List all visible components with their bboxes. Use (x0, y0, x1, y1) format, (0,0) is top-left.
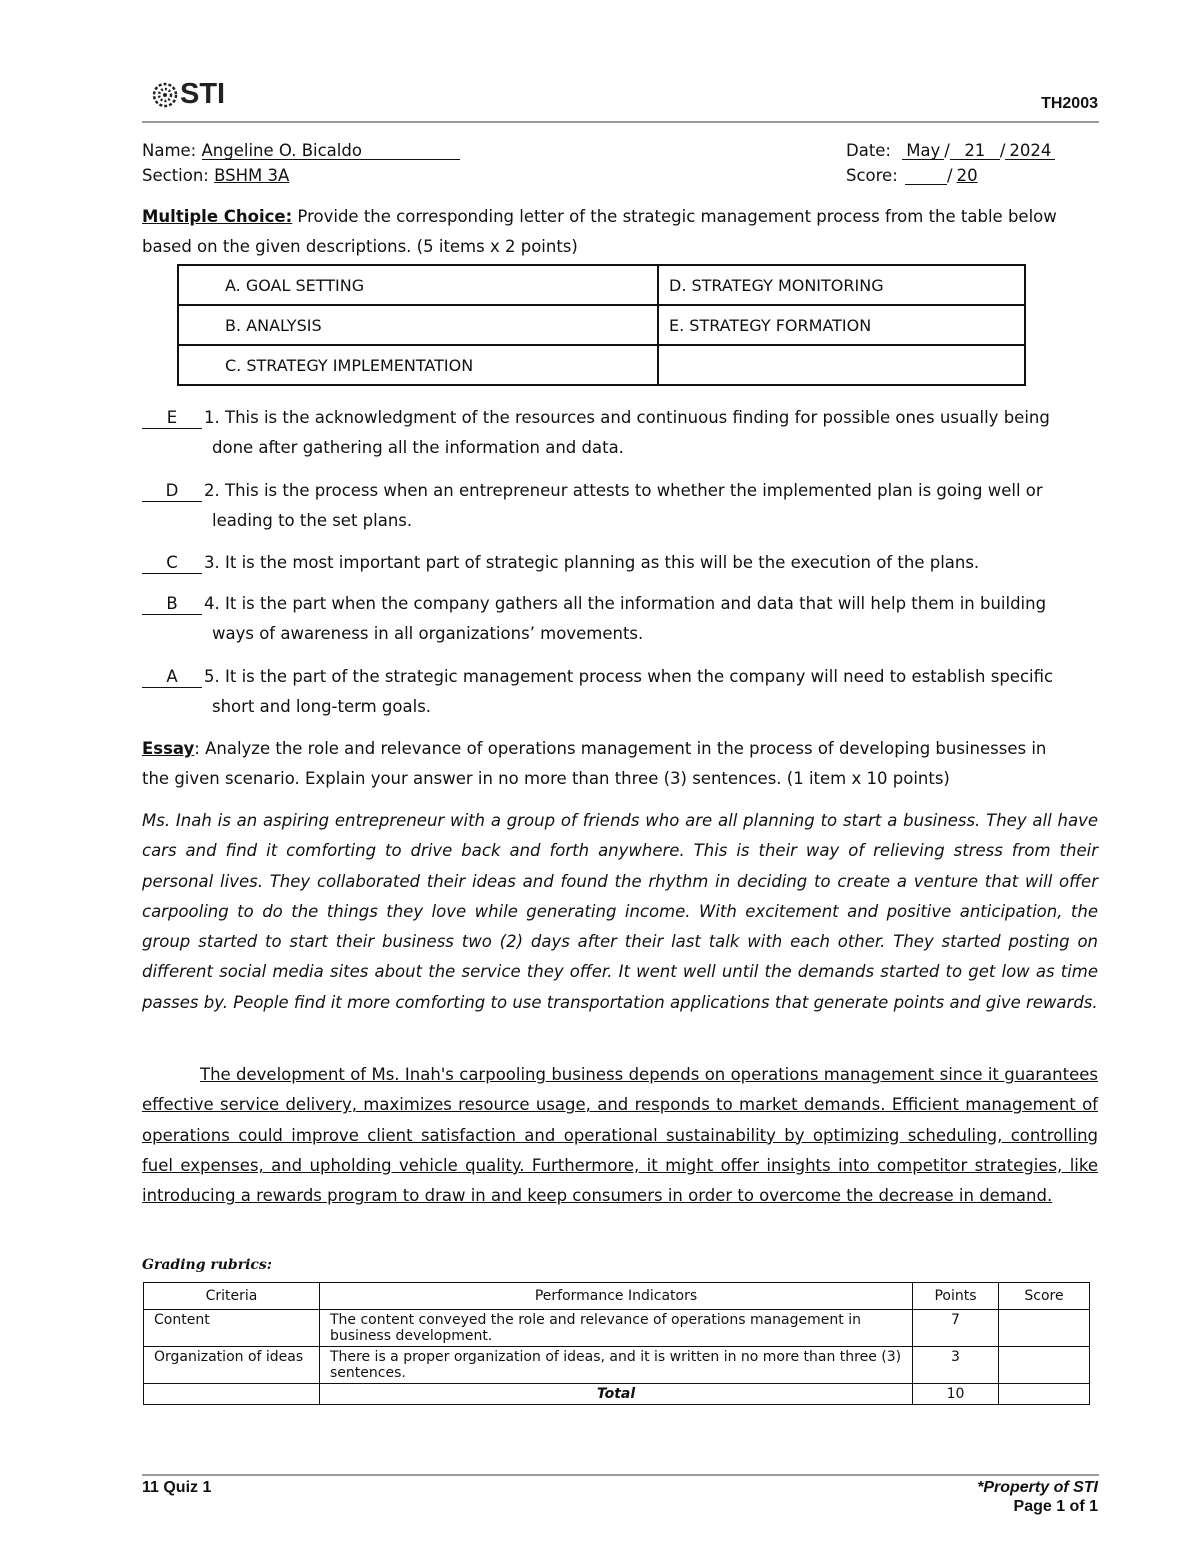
header-divider (142, 121, 1099, 123)
answer-4: B (142, 594, 202, 615)
option-b: B. ANALYSIS (178, 305, 658, 345)
globe-icon (152, 82, 178, 108)
score-label: Score: (846, 166, 898, 185)
rubric-title: Grading rubrics: (142, 1257, 272, 1273)
question-text: This is the process when an entrepreneur attests to whether the implemented plan is going well or (225, 481, 1043, 500)
empty-cell (658, 345, 1025, 385)
answer-2: D (142, 481, 202, 502)
date-year: 2024 (1005, 141, 1055, 160)
name-blank (202, 141, 460, 160)
date-label: Date: (846, 141, 891, 160)
footer-page-number: Page 1 of 1 (1013, 1498, 1098, 1515)
logo-text: STI (180, 78, 226, 110)
mc-instruction-line2: based on the given descriptions. (5 items x 2 points) (142, 237, 578, 256)
process-options-table (177, 264, 1026, 386)
date-day: 21 (950, 141, 1000, 160)
header-points: Points (913, 1283, 999, 1310)
total-points: 10 (913, 1384, 999, 1405)
document-code: TH2003 (1041, 95, 1098, 112)
question-number: 1. (204, 408, 220, 427)
total-label: Total (320, 1384, 913, 1405)
table-row (144, 1310, 1090, 1347)
question-3 (142, 548, 1102, 578)
criteria-cell: Content (144, 1310, 320, 1347)
criteria-cell: Organization of ideas (144, 1347, 320, 1384)
points-cell: 7 (913, 1310, 999, 1347)
mc-heading: Multiple Choice: (142, 207, 293, 226)
name-value: Angeline O. Bicaldo (201, 141, 362, 160)
question-text-cont: leading to the set plans. (212, 511, 413, 530)
question-text: It is the most important part of strategic planning as this will be the execution of the plans. (225, 553, 980, 572)
essay-answer: The development of Ms. Inah's carpooling business depends on operations management since it guarantees effective service delivery, maximizes resource usage, and responds to market demands. Efficient management of operations could improve client satisfaction and operational sustainability by optimizing scheduling, controlling fuel expenses, and upholding vehicle quality. Furthermore, it might offer insights into competitor strategies, like introducing a rewards program to draw in and keep consumers in order to overcome the decrease in demand. (142, 1065, 1098, 1206)
option-e: E. STRATEGY FORMATION (658, 305, 1025, 345)
essay-scenario: Ms. Inah is an aspiring entrepreneur with a group of friends who are all planning to start a business. They all have cars and find it comforting to drive back and forth anywhere. This is their way of relieving stress from their personal lives. They collaborated their ideas and found the rhythm in deciding to create a venture that will offer carpooling to do the things they love while generating income. With excitement and positive anticipation, the group started to start their business two (2) days after their last talk with each other. They started posting on different social media sites about the service they offer. It went well until the demands started to get low as time passes by. People find it more comforting to use transportation applications that generate points and give rewards. (142, 811, 1098, 1012)
score-total: 20 (956, 166, 978, 185)
rubric-total-row (144, 1384, 1090, 1405)
question-text-cont: short and long-term goals. (212, 697, 432, 716)
score-blank (905, 166, 947, 185)
indicator-cell: There is a proper organization of ideas, and it is written in no more than three (3) sentences. (320, 1347, 913, 1384)
question-2 (142, 476, 1102, 536)
score-cell (999, 1310, 1090, 1347)
question-text: It is the part of the strategic management process when the company will need to establish specific (225, 667, 1054, 686)
question-number: 3. (204, 553, 220, 572)
mc-instruction-line1: Provide the corresponding letter of the strategic management process from the table below (292, 207, 1057, 226)
essay-heading: Essay (142, 739, 195, 758)
rubric-table (143, 1282, 1090, 1405)
table-row (178, 345, 1025, 385)
question-4 (142, 589, 1102, 649)
name-field (142, 141, 460, 160)
score-field: Score: / 20 (846, 166, 978, 185)
answer-1: E (142, 408, 202, 429)
question-number: 5. (204, 667, 220, 686)
question-text: It is the part when the company gathers all the information and data that will help them in building (225, 594, 1047, 613)
footer-doc-label: 11 Quiz 1 (142, 1479, 212, 1496)
footer-divider (142, 1474, 1099, 1476)
essay-instruction-line2: the given scenario. Explain your answer in no more than three (3) sentences. (1 item x 10 points) (142, 769, 950, 788)
section-field (142, 166, 289, 185)
question-1 (142, 403, 1102, 463)
option-a: A. GOAL SETTING (178, 265, 658, 305)
header-criteria: Criteria (144, 1283, 320, 1310)
empty-cell (144, 1384, 320, 1405)
section-label: Section: (142, 166, 209, 185)
indicator-cell: The content conveyed the role and relevance of operations management in business development. (320, 1310, 913, 1347)
question-text: This is the acknowledgment of the resources and continuous finding for possible ones usually being (225, 408, 1050, 427)
table-row (144, 1347, 1090, 1384)
question-5 (142, 662, 1102, 722)
name-label: Name: (142, 141, 197, 160)
essay-instructions (142, 734, 1102, 794)
sti-logo (152, 78, 225, 111)
date-field: Date: May / 21 / 2024 (846, 141, 1055, 160)
total-score (999, 1384, 1090, 1405)
date-month: May (902, 141, 944, 160)
score-cell (999, 1347, 1090, 1384)
answer-3: C (142, 553, 202, 574)
question-number: 4. (204, 594, 220, 613)
option-d: D. STRATEGY MONITORING (658, 265, 1025, 305)
points-cell: 3 (913, 1347, 999, 1384)
essay-instruction-line1: : Analyze the role and relevance of operations management in the process of developing businesses in (194, 739, 1047, 758)
section-value: BSHM 3A (214, 166, 290, 185)
question-number: 2. (204, 481, 220, 500)
header-indicators: Performance Indicators (320, 1283, 913, 1310)
question-text-cont: done after gathering all the information and data. (212, 438, 624, 457)
mc-instructions (142, 202, 1102, 262)
header-score: Score (999, 1283, 1090, 1310)
table-row (178, 265, 1025, 305)
answer-5: A (142, 667, 202, 688)
question-text-cont: ways of awareness in all organizations’ movements. (212, 624, 644, 643)
option-c: C. STRATEGY IMPLEMENTATION (178, 345, 658, 385)
rubric-header-row (144, 1283, 1090, 1310)
footer-property: *Property of STI (977, 1479, 1098, 1496)
table-row (178, 305, 1025, 345)
